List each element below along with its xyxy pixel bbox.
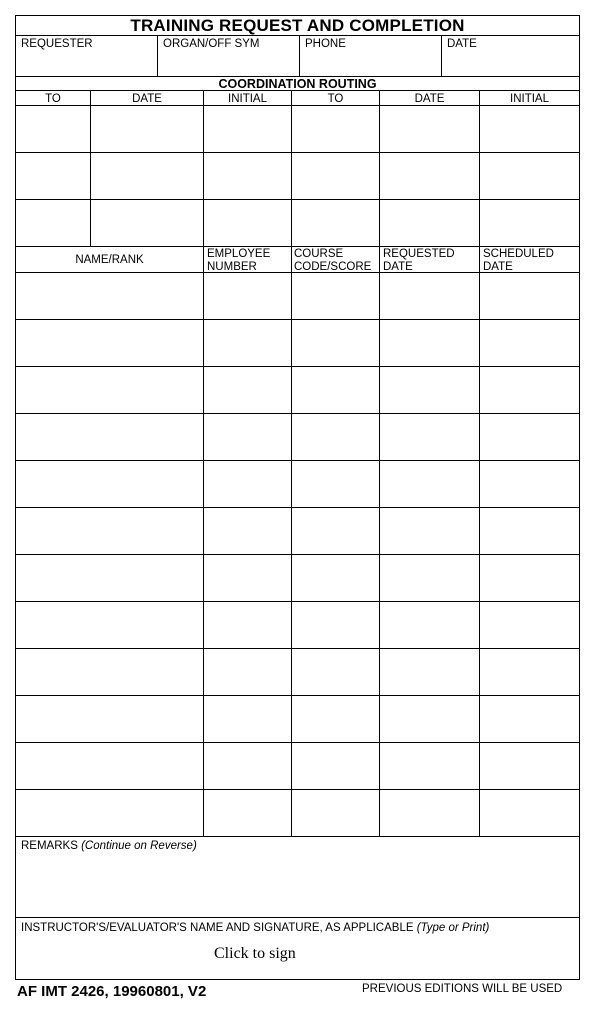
divider bbox=[16, 554, 579, 555]
requester-label: REQUESTER bbox=[21, 38, 93, 50]
editions-note: PREVIOUS EDITIONS WILL BE USED bbox=[362, 983, 563, 995]
trainee-col-requested: REQUESTED bbox=[383, 248, 455, 260]
remarks-label bbox=[21, 840, 197, 852]
coord-col-to-2: TO bbox=[327, 93, 344, 105]
trainee-cell[interactable] bbox=[480, 273, 579, 319]
date-label: DATE bbox=[447, 38, 477, 50]
divider bbox=[16, 507, 579, 508]
trainee-col-course-2: CODE/SCORE bbox=[294, 261, 372, 273]
trainee-cell[interactable] bbox=[204, 273, 291, 319]
divider bbox=[16, 90, 579, 91]
organ-off-sym-label: ORGAN/OFF SYM bbox=[163, 38, 260, 50]
divider bbox=[291, 246, 292, 836]
divider bbox=[16, 152, 579, 153]
coord-cell[interactable] bbox=[380, 106, 479, 152]
divider bbox=[16, 366, 579, 367]
coord-cell[interactable] bbox=[204, 106, 291, 152]
trainee-col-employee-2: NUMBER bbox=[207, 261, 257, 273]
divider bbox=[479, 246, 480, 836]
remarks-label-text: REMARKS bbox=[21, 840, 78, 852]
divider bbox=[16, 742, 579, 743]
trainee-cell[interactable] bbox=[380, 273, 479, 319]
divider bbox=[16, 460, 579, 461]
organ-off-sym-field[interactable] bbox=[158, 36, 299, 76]
coord-col-initial-2: INITIAL bbox=[510, 93, 549, 105]
phone-label: PHONE bbox=[305, 38, 346, 50]
click-to-sign-button[interactable]: Click to sign bbox=[214, 945, 296, 962]
trainee-col-name-rank: NAME/RANK bbox=[75, 254, 144, 266]
divider bbox=[16, 199, 579, 200]
instructor-note: (Type or Print) bbox=[416, 922, 490, 934]
trainee-col-requested-2: DATE bbox=[383, 261, 413, 273]
remarks-note: (Continue on Reverse) bbox=[81, 840, 197, 852]
divider bbox=[16, 789, 579, 790]
requester-field[interactable] bbox=[16, 36, 157, 76]
coord-col-to: TO bbox=[45, 93, 61, 105]
form-title: TRAINING REQUEST AND COMPLETION bbox=[130, 16, 465, 35]
divider bbox=[203, 246, 204, 836]
divider bbox=[16, 695, 579, 696]
divider bbox=[16, 648, 579, 649]
trainee-col-scheduled: SCHEDULED bbox=[483, 248, 554, 260]
phone-field[interactable] bbox=[300, 36, 441, 76]
divider bbox=[16, 413, 579, 414]
trainee-col-scheduled-2: DATE bbox=[483, 261, 513, 273]
remarks-field[interactable] bbox=[16, 837, 579, 917]
trainee-cell[interactable] bbox=[16, 273, 203, 319]
instructor-field bbox=[16, 918, 579, 979]
trainee-cell[interactable] bbox=[292, 273, 379, 319]
coord-cell[interactable] bbox=[292, 106, 379, 152]
divider bbox=[16, 601, 579, 602]
coord-col-date-2: DATE bbox=[414, 93, 445, 105]
divider bbox=[16, 246, 579, 247]
training-request-form bbox=[15, 15, 580, 980]
coordination-routing-title: COORDINATION ROUTING bbox=[218, 77, 377, 91]
trainee-col-employee: EMPLOYEE bbox=[207, 248, 271, 260]
coord-col-initial: INITIAL bbox=[228, 93, 267, 105]
divider bbox=[16, 319, 579, 320]
trainee-col-course: COURSE bbox=[294, 248, 344, 260]
date-field[interactable] bbox=[442, 36, 579, 76]
form-id: AF IMT 2426, 19960801, V2 bbox=[17, 983, 207, 1000]
coord-cell[interactable] bbox=[91, 106, 203, 152]
coord-col-date: DATE bbox=[132, 93, 162, 105]
instructor-label-text: INSTRUCTOR'S/EVALUATOR'S NAME AND SIGNATURE, AS APPLICABLE bbox=[21, 922, 414, 934]
divider bbox=[379, 246, 380, 836]
instructor-label bbox=[21, 922, 489, 934]
coord-cell[interactable] bbox=[16, 106, 90, 152]
coord-cell[interactable] bbox=[480, 106, 579, 152]
